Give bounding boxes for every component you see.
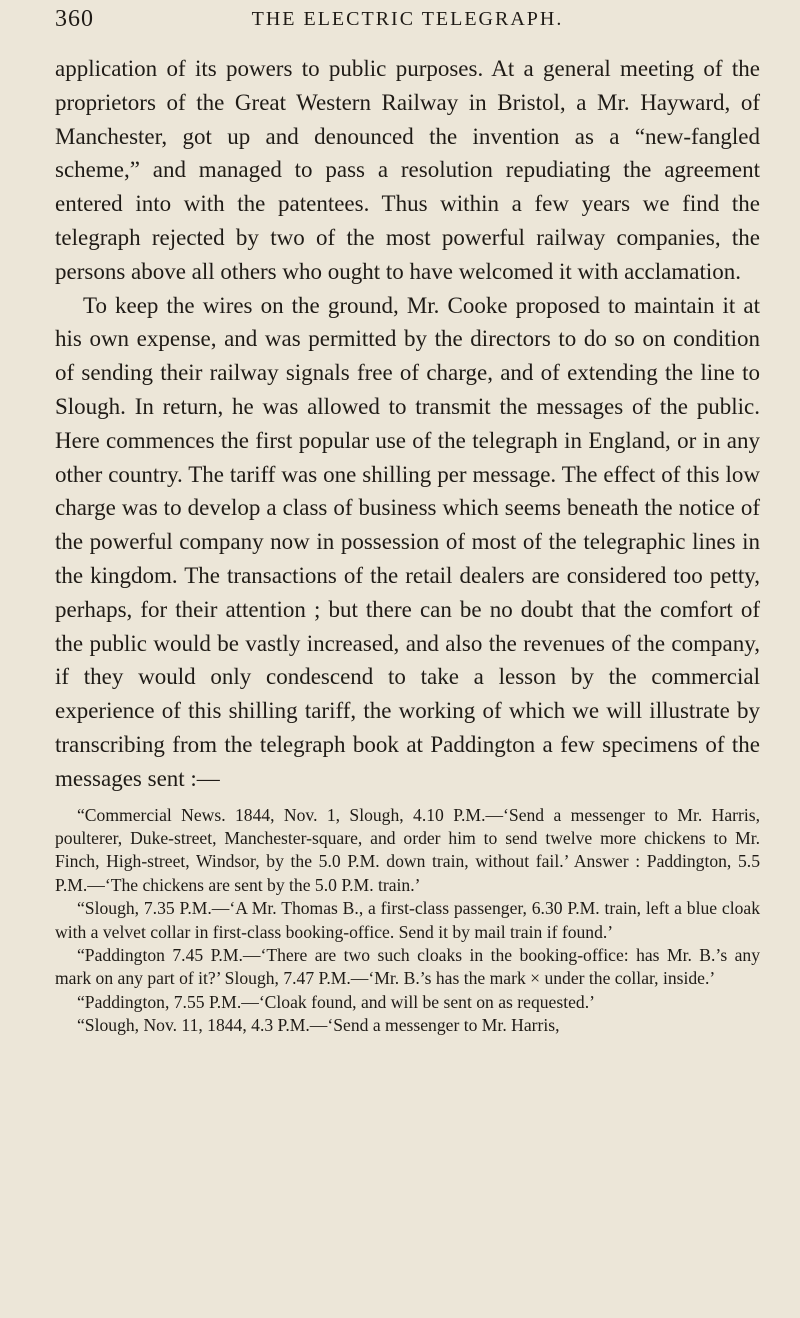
- quoted-message: “Commercial News. 1844, Nov. 1, Slough, 4.10 P.M.—‘Send a messenger to Mr. Harris, poulterer, Duke-street, Manchester-square, and order him to send twelve more chickens to Mr. Finch, High-street, Windsor, by the 5.0 P.M. down train, without fail.’ Answer : Paddington, 5.5 P.M.—‘The chickens are sent by the 5.0 P.M. train.’: [55, 804, 760, 895]
- telegraph-message-extracts: [55, 804, 760, 1038]
- page-number: 360: [55, 6, 94, 32]
- body-text: [55, 52, 760, 796]
- quoted-message: “Slough, 7.35 P.M.—‘A Mr. Thomas B., a first-class passenger, 6.30 P.M. train, left a blue cloak with a velvet collar in first-class booking-office. Send it by mail train if found.’: [55, 898, 760, 942]
- running-head: THE ELECTRIC TELEGRAPH.: [251, 8, 564, 30]
- body-paragraph: To keep the wires on the ground, Mr. Cooke proposed to maintain it at his own expense, and was permitted by the directors to do so on condition of sending their railway signals free of charge, and of extending the line to Slough. In return, he was allowed to transmit the messages of the public. Here commences the first popular use of the telegraph in England, or in any other country. The tariff was one shilling per message. The effect of this low charge was to develop a class of business which seems beneath the notice of the powerful company now in possession of most of the telegraphic lines in the kingdom. The transactions of the retail dealers are considered too petty, perhaps, for their attention ; but there can be no doubt that the comfort of the public would be vastly increased, and also the revenues of the company, if they would only condescend to take a lesson by the commercial experience of this shilling tariff, the working of which we will illustrate by transcribing from the telegraph book at Paddington a few specimens of the messages sent :—: [55, 292, 760, 791]
- page-header: [55, 0, 760, 52]
- quoted-message: “Paddington 7.45 P.M.—‘There are two such cloaks in the booking-office: has Mr. B.’s any mark on any part of it?’ Slough, 7.47 P.M.—‘Mr. B.’s has the mark × under the collar, inside.’: [55, 944, 760, 989]
- quoted-message: “Slough, Nov. 11, 1844, 4.3 P.M.—‘Send a messenger to Mr. Harris,: [77, 1015, 560, 1036]
- body-paragraph: application of its powers to public purposes. At a general meeting of the proprietors of the Great Western Railway in Bristol, a Mr. Hayward, of Manchester, got up and denounced the invention as a “new-fangled scheme,” and managed to pass a resolution repudiating the agreement entered into with the patentees. Thus within a few years we find the telegraph rejected by two of the most powerful railway companies, the persons above all others who ought to have welcomed it with acclamation.: [55, 56, 760, 284]
- quoted-message: “Paddington, 7.55 P.M.—‘Cloak found, and will be sent on as requested.’: [77, 991, 595, 1012]
